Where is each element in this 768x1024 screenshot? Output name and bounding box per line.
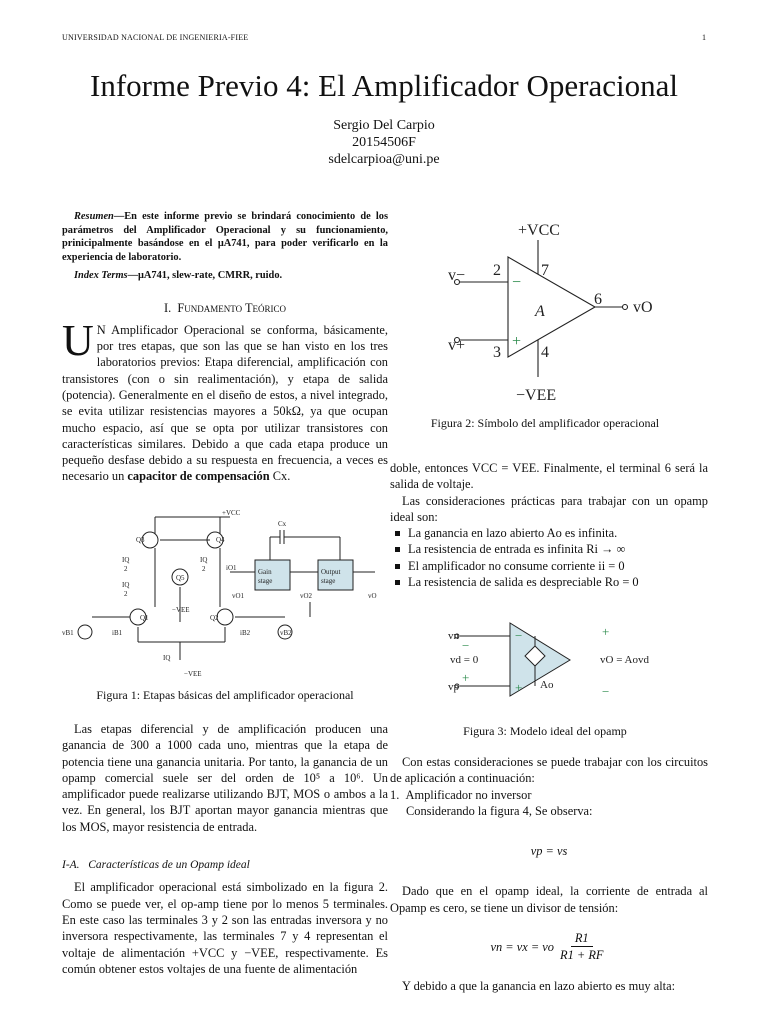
svg-text:+: + — [512, 333, 522, 350]
equation-1: vp = vs — [530, 844, 568, 859]
section-heading: I. Fundamento Teórico — [163, 300, 287, 315]
svg-text:−VEE: −VEE — [516, 387, 557, 404]
numbered-list: 1. Amplificador no inversor Considerando la figura 4, Se observa: — [390, 787, 708, 820]
svg-text:4: 4 — [541, 344, 549, 361]
paragraph-applications: Con estas consideraciones se puede trabajar con los circuitos de aplicación a continuación: — [390, 755, 708, 786]
svg-text:v−: v− — [448, 267, 466, 284]
list-item: La resistencia de entrada es infinita Ri → ∞ — [390, 541, 708, 557]
equation-2: vn = vx = vo R1 R1 + RF — [490, 931, 604, 963]
paper-title: Informe Previo 4: El Amplificador Operacional — [90, 68, 678, 103]
svg-text:iB1: iB1 — [112, 629, 123, 637]
svg-text:+: + — [602, 624, 610, 639]
svg-text:Ao: Ao — [540, 679, 554, 691]
index-terms: Index Terms—μA741, slew-rate, CMRR, ruido. — [74, 270, 283, 281]
svg-text:−VEE: −VEE — [184, 670, 202, 678]
svg-text:vO: vO — [368, 592, 377, 600]
paragraph-divider: Dado que en el opamp ideal, la corriente de entrada al Opamp es cero, se tiene un divisor de tensión: — [390, 884, 708, 915]
list-item: El amplificador no consume corriente ii = 0 — [390, 558, 708, 574]
svg-text:−: − — [515, 628, 523, 643]
svg-text:IQ: IQ — [163, 654, 171, 662]
svg-text:IQ: IQ — [122, 556, 130, 564]
paragraph-supply: doble, entonces VCC = VEE. Finalmente, el terminal 6 será la salida de voltaje. — [390, 461, 708, 492]
figure-3-ideal-model — [440, 618, 649, 703]
svg-text:−VEE: −VEE — [172, 606, 190, 614]
svg-text:vO1: vO1 — [232, 592, 245, 600]
svg-text:iB2: iB2 — [240, 629, 251, 637]
svg-text:2: 2 — [124, 590, 128, 598]
svg-text:Q5: Q5 — [176, 574, 185, 582]
svg-text:+: + — [515, 680, 523, 695]
left-column — [62, 210, 388, 485]
figure-2-caption: Figura 2: Símbolo del amplificador operacional — [430, 416, 660, 430]
svg-text:−: − — [462, 638, 470, 653]
svg-text:+VCC: +VCC — [222, 509, 241, 517]
svg-text:vp: vp — [448, 681, 459, 693]
running-header: UNIVERSIDAD NACIONAL DE INGENIERIA-FIEE — [62, 33, 249, 42]
svg-text:stage: stage — [321, 577, 336, 585]
svg-text:IQ: IQ — [200, 556, 208, 564]
figure-1-circuit — [60, 502, 390, 682]
list-item: La ganancia en lazo abierto Ao es infinita. — [390, 525, 708, 541]
svg-text:v+: v+ — [448, 337, 466, 354]
svg-text:iO1: iO1 — [226, 564, 237, 572]
list-subtext: Considerando la figura 4, Se observa: — [406, 803, 593, 818]
svg-text:+VCC: +VCC — [518, 222, 560, 239]
list-item: Amplificador no inversor — [405, 787, 532, 802]
ideal-conditions-list — [390, 525, 708, 590]
author-name: Sergio Del Carpio — [333, 118, 435, 133]
svg-text:−: − — [512, 274, 522, 291]
author-email: sdelcarpioa@uni.pe — [328, 152, 440, 167]
author-id: 20154506F — [352, 135, 416, 150]
svg-text:vn: vn — [448, 630, 459, 642]
figure-1-caption: Figura 1: Etapas básicas del amplificador operacional — [96, 688, 354, 702]
figure-2-opamp-symbol — [440, 212, 690, 407]
svg-text:7: 7 — [541, 262, 549, 279]
svg-text:Cx: Cx — [278, 520, 287, 528]
paragraph-gain-high: Y debido a que la ganancia en lazo abierto es muy alta: — [402, 978, 676, 993]
svg-text:Q1: Q1 — [140, 614, 149, 622]
svg-text:Q4: Q4 — [216, 536, 225, 544]
svg-text:6: 6 — [594, 291, 602, 308]
paragraph-ideal: El amplificador operacional está simbolizado en la figura 2. Como se puede ver, el op-amp tiene por lo menos 5 terminales. En este caso las terminales 3 y 2 son las entradas inversora y no inversora respectivamente, las terminales 7 y 4 representan el voltaje de alimentación +VCC y −VEE, respectivamente. Es común obtener estos voltajes de una fuente de alimentación — [62, 880, 388, 976]
svg-text:+: + — [462, 670, 470, 685]
svg-text:2: 2 — [493, 262, 501, 279]
figure-3-caption: Figura 3: Modelo ideal del opamp — [463, 724, 627, 738]
page-number: 1 — [702, 33, 707, 42]
svg-text:vB1: vB1 — [62, 629, 74, 637]
svg-text:vd = 0: vd = 0 — [450, 654, 479, 666]
list-item: La resistencia de salida es despreciable Ro = 0 — [390, 574, 708, 590]
svg-text:A: A — [535, 303, 545, 320]
svg-text:vO: vO — [633, 299, 653, 316]
svg-text:2: 2 — [124, 565, 128, 573]
svg-text:Gain: Gain — [258, 568, 272, 576]
svg-text:stage: stage — [258, 577, 273, 585]
drop-cap: U — [62, 315, 94, 365]
left-column-lower — [62, 721, 388, 977]
paragraph-considerations: Las consideraciones prácticas para trabajar con un opamp ideal son: — [390, 493, 708, 524]
svg-text:vB2: vB2 — [280, 629, 292, 637]
svg-text:3: 3 — [493, 344, 501, 361]
svg-text:Output: Output — [321, 568, 341, 576]
svg-text:vO2: vO2 — [300, 592, 313, 600]
svg-text:Q2: Q2 — [210, 614, 219, 622]
svg-text:vO = Aovd: vO = Aovd — [600, 654, 649, 666]
paragraph-gain: Las etapas diferencial y de amplificación producen una ganancia de 300 a 1000 cada uno, mientras que la etapa de potencia tiene una ganancia unitaria. Por tanto, la ganancia de un opamp comercial suele ser del orden de 10⁵ a 10⁶. Un amplificador puede realizarse utilizando BJT, MOS o ambos a la vez. En general, los BJT aportan mayor ganancia mientras que los MOS, mayor resistencia de entrada. — [62, 722, 388, 834]
svg-text:IQ: IQ — [122, 581, 130, 589]
svg-text:−: − — [602, 684, 610, 699]
subsection-heading: I-A. Características de un Opamp ideal — [62, 859, 250, 872]
svg-text:Q3: Q3 — [136, 536, 145, 544]
svg-text:2: 2 — [202, 565, 206, 573]
right-column-lower — [390, 754, 708, 994]
right-column-upper — [390, 460, 708, 590]
abstract: Resumen—En este informe previo se brindará conocimiento de los parámetros del Amplificador Operacional y su funcionamiento, prinicipalmente basándose en el μA741, para poder verificarlo en la experiencia de laboratorio. — [62, 211, 388, 263]
paragraph-intro: U N Amplificador Operacional se conforma, básicamente, por tres etapas, que son las que se han visto en los tres laboratorios previos: Etapa diferencial, amplificación con transistores (con o sin realimentación), y etapa de salida (potencia). Generalmente en el diseño de estos, a nivel integrado, se evita utilizar resistencias mayores a 50kΩ, ya que ocupan mucho espacio, así que se opta por utilizar transistores con características similares. Debido a que cada etapa produce un pequeño desfase debido a su respuesta en frecuencia, a veces es necesario un capacitor de compensación Cx. — [62, 315, 388, 484]
